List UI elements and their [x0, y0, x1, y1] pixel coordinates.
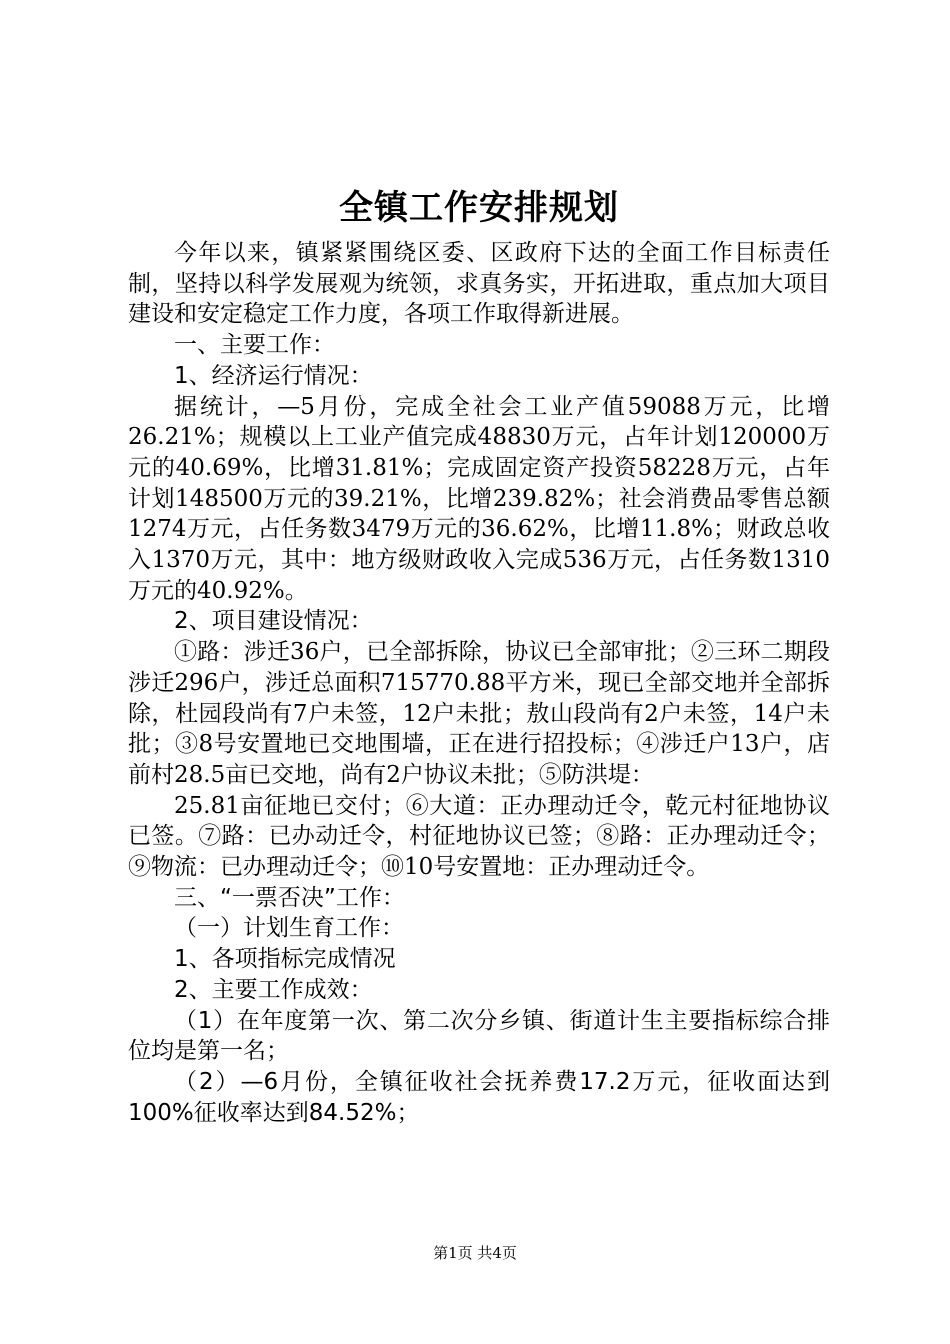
achievement-item-2: （2）—6月份，全镇征收社会抚养费17.2万元，征收面达到100%征收率达到84.52%；	[128, 1068, 830, 1126]
projects-paragraph: ①路：涉迁36户，已全部拆除，协议已全部审批；②三环二期段涉迁296户，涉迁总面积715770.88平方米，现已全部交地并全部拆除，杜园段尚有7户未签，12户未批；敖山段尚有2户未签，14户未批；③8号安置地已交地围墙，正在进行招投标；④涉迁户13户，店前村28.5亩已交地，尚有2户协议未批；⑤防洪堤：	[128, 639, 830, 788]
intro-paragraph: 今年以来，镇紧紧围绕区委、区政府下达的全面工作目标责任制，坚持以科学发展观为统领，求真务实，开拓进取，重点加大项目建设和安定稳定工作力度，各项工作取得新进展。	[128, 240, 830, 328]
item-achievements: 2、主要工作成效：	[174, 976, 373, 1003]
section-heading-veto-work: 三、“一票否决”工作：	[174, 884, 405, 911]
section-heading-main-work: 一、主要工作：	[174, 332, 335, 359]
page-footer: 第1页 共4页	[433, 1244, 517, 1262]
document-page	[128, 178, 830, 1128]
item-indicators: 1、各项指标完成情况	[174, 946, 396, 973]
document-title: 全镇工作安排规划	[339, 188, 619, 228]
subheading-family-planning: （一）计划生育工作：	[174, 915, 404, 942]
economy-paragraph: 据统计，—5月份，完成全社会工业产值59088万元，比增26.21%；规模以上工业产值完成48830万元，占年计划120000万元的40.69%，比增31.81%；完成固定资产投资58228万元，占年计划148500万元的39.21%，比增239.82%；社会消费品零售总额1274万元，占任务数3479万元的36.62%，比增11.8%；财政总收入1370万元，其中：地方级财政收入完成536万元，占任务数1310万元的40.92%。	[128, 393, 830, 604]
subheading-projects: 2、项目建设情况：	[174, 608, 373, 635]
projects-paragraph-continued: 25.81亩征地已交付；⑥大道：正办理动迁令，乾元村征地协议已签。⑦路：已办动迁令，村征地协议已签；⑧路：正办理动迁令；⑨物流：已办理动迁令；⑩10号安置地：正办理动迁令。	[128, 792, 830, 881]
achievement-item-1: （1）在年度第一次、第二次分乡镇、街道计生主要指标综合排位均是第一名；	[128, 1007, 830, 1065]
subheading-economy: 1、经济运行情况：	[174, 362, 373, 389]
